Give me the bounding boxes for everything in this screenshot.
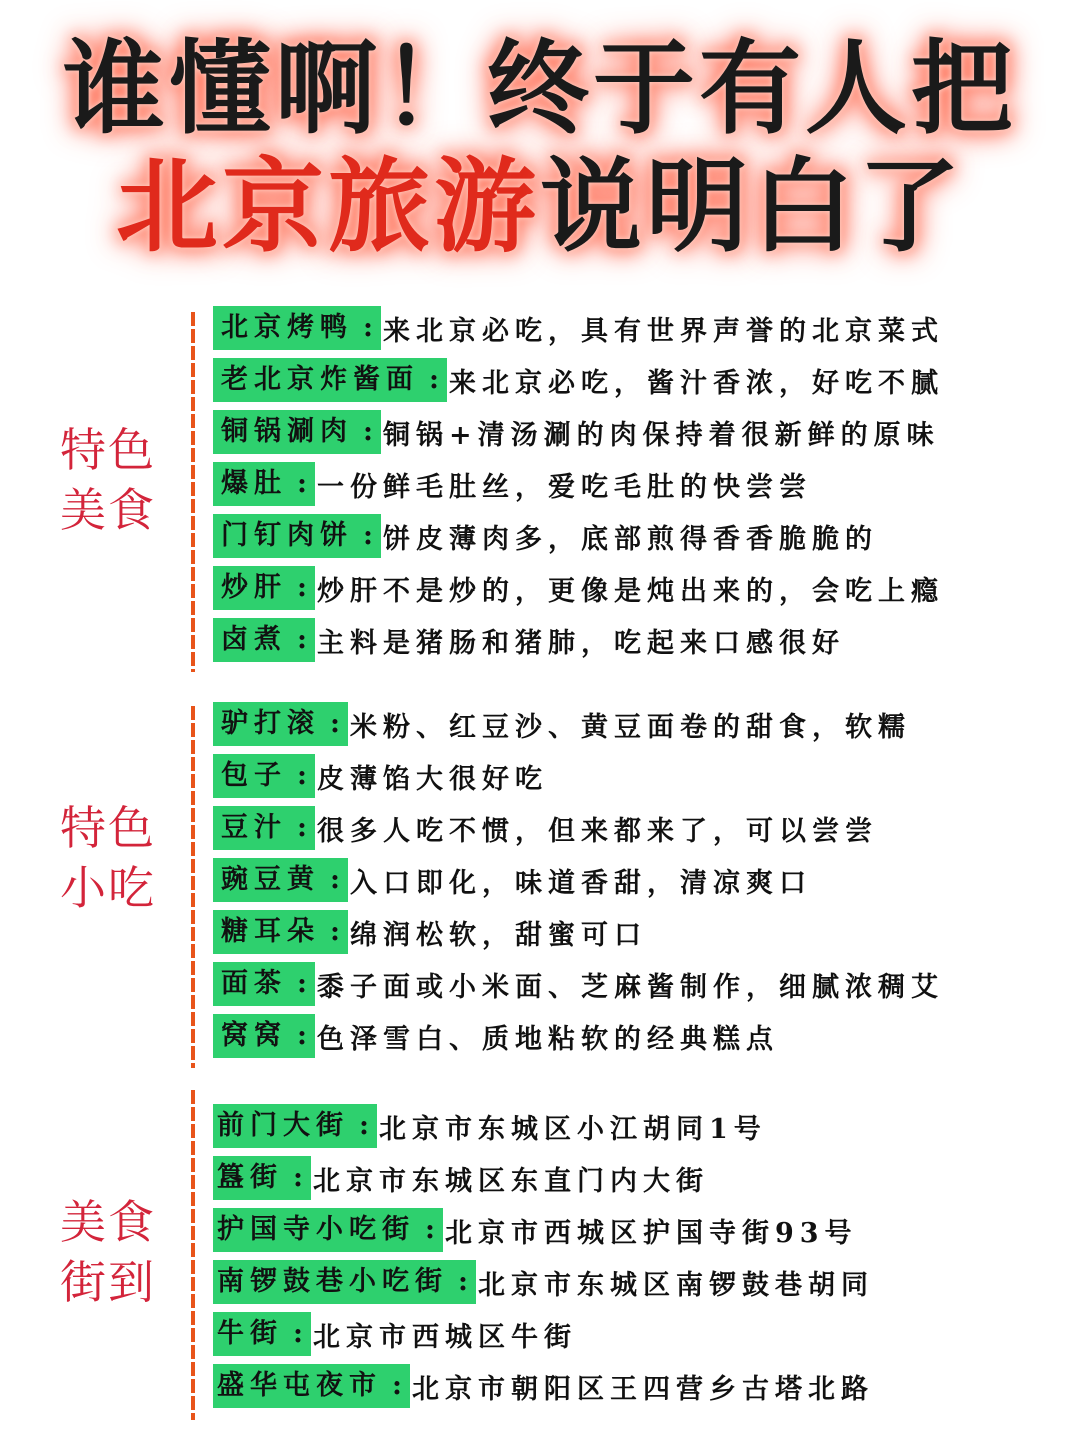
list-item: 爆肚 : 一份鲜毛肚丝，爱吃毛肚的快尝尝 (213, 458, 1080, 510)
title-rest: 说明白了 (540, 148, 964, 267)
list-item: 盛华屯夜市 : 北京市朝阳区王四营乡古塔北路 (213, 1360, 1080, 1412)
list-item: 面茶 : 黍子面或小米面、芝麻酱制作，细腻浓稠艾 (213, 958, 1080, 1010)
list-item: 簋街 : 北京市东城区东直门内大街 (213, 1152, 1080, 1204)
list-item: 南锣鼓巷小吃街 : 北京市东城区南锣鼓巷胡同 (213, 1256, 1080, 1308)
list-item: 北京烤鸭 : 来北京必吃，具有世界声誉的北京菜式 (213, 302, 1080, 354)
section-divider (191, 706, 195, 1068)
list-item: 豌豆黄 : 入口即化，味道香甜，清凉爽口 (213, 854, 1080, 906)
item-list (213, 698, 1080, 1062)
list-item: 前门大街 : 北京市东城区小江胡同1号 (213, 1100, 1080, 1152)
list-item: 炒肝 : 炒肝不是炒的，更像是炖出来的，会吃上瘾 (213, 562, 1080, 614)
list-item: 门钉肉饼 : 饼皮薄肉多，底部煎得香香脆脆的 (213, 510, 1080, 562)
list-item: 驴打滚 : 米粉、红豆沙、黄豆面卷的甜食，软糯 (213, 698, 1080, 750)
title-line-1: 谁懂啊！终于有人把 (63, 30, 1017, 149)
item-list (213, 1100, 1080, 1412)
list-item: 窝窝 : 色泽雪白、质地粘软的经典糕点 (213, 1010, 1080, 1062)
list-item: 糖耳朵 : 绵润松软，甜蜜可口 (213, 906, 1080, 958)
section-label: 特色 小吃 (60, 801, 156, 915)
title-highlight: 北京旅游 (116, 148, 540, 267)
list-item: 护国寺小吃街 : 北京市西城区护国寺街93号 (213, 1204, 1080, 1256)
list-item: 牛街 : 北京市西城区牛街 (213, 1308, 1080, 1360)
list-item: 铜锅涮肉 : 铜锅+清汤涮的肉保持着很新鲜的原味 (213, 406, 1080, 458)
section-label: 特色 美食 (60, 423, 156, 537)
list-item: 卤煮 : 主料是猪肠和猪肺，吃起来口感很好 (213, 614, 1080, 666)
section-divider (191, 1090, 195, 1420)
list-item: 老北京炸酱面 : 来北京必吃，酱汁香浓，好吃不腻 (213, 354, 1080, 406)
title-line-2 (0, 148, 1080, 268)
section-divider (191, 312, 195, 672)
list-item: 豆汁 : 很多人吃不惯，但来都来了，可以尝尝 (213, 802, 1080, 854)
list-item: 包子 : 皮薄馅大很好吃 (213, 750, 1080, 802)
section-label: 美食 街到 (60, 1195, 156, 1309)
item-list (213, 302, 1080, 666)
